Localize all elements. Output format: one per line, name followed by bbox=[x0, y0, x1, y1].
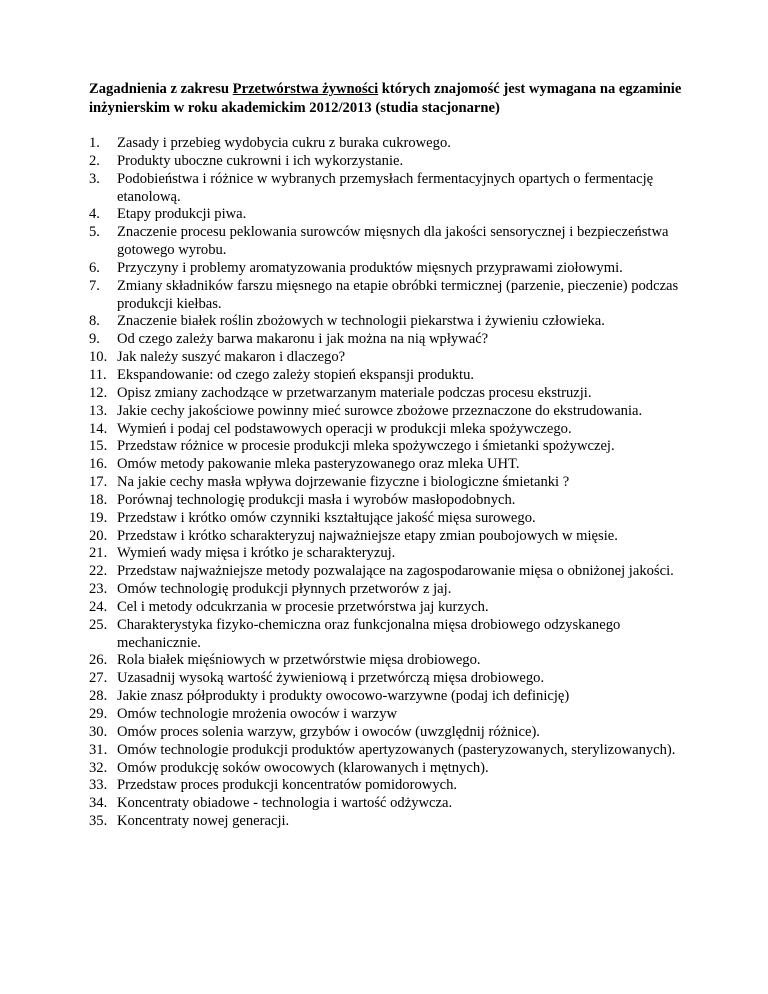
list-item-number: 10. bbox=[89, 349, 108, 366]
list-item-number: 33. bbox=[89, 777, 108, 794]
list-item-text: Podobieństwa i różnice w wybranych przemysłach fermentacyjnych opartych o fermentację etanolową. bbox=[117, 170, 654, 205]
list-item-number: 34. bbox=[89, 795, 108, 812]
list-item bbox=[89, 492, 699, 510]
heading-subject: Przetwórstwa żywności bbox=[232, 81, 379, 97]
list-item bbox=[89, 528, 699, 546]
list-item-text: Przedstaw proces produkcji koncentratów pomidorowych. bbox=[117, 777, 458, 794]
list-item bbox=[89, 474, 699, 492]
question-list bbox=[89, 135, 699, 831]
list-item-text: Omów metody pakowanie mleka pasteryzowanego oraz mleka UHT. bbox=[117, 456, 520, 473]
list-item bbox=[89, 563, 699, 581]
list-item-number: 20. bbox=[89, 527, 108, 544]
list-item bbox=[89, 385, 699, 403]
list-item-number: 32. bbox=[89, 759, 108, 776]
list-item bbox=[89, 224, 699, 260]
list-item-number: 28. bbox=[89, 688, 108, 705]
list-item-text: Rola białek mięśniowych w przetwórstwie mięsa drobiowego. bbox=[117, 652, 481, 669]
list-item-number: 26. bbox=[89, 652, 108, 669]
list-item-number: 3. bbox=[89, 170, 100, 187]
list-item-number: 5. bbox=[89, 224, 100, 241]
list-item-number: 17. bbox=[89, 474, 108, 491]
list-item-number: 2. bbox=[89, 152, 100, 169]
list-item bbox=[89, 421, 699, 439]
list-item-text: Od czego zależy barwa makaronu i jak można na nią wpływać? bbox=[117, 331, 489, 348]
list-item-number: 31. bbox=[89, 741, 108, 758]
list-item-text: Zasady i przebieg wydobycia cukru z buraka cukrowego. bbox=[117, 135, 451, 151]
list-item bbox=[89, 135, 699, 153]
list-item-number: 22. bbox=[89, 563, 108, 580]
list-item bbox=[89, 510, 699, 528]
list-item-text: Ekspandowanie: od czego zależy stopień ekspansji produktu. bbox=[117, 366, 475, 383]
list-item bbox=[89, 581, 699, 599]
document-heading bbox=[89, 80, 689, 118]
list-item bbox=[89, 813, 699, 831]
list-item-number: 4. bbox=[89, 206, 100, 223]
list-item-text: Opisz zmiany zachodzące w przetwarzanym materiale podczas procesu ekstruzji. bbox=[117, 384, 592, 401]
list-item-number: 35. bbox=[89, 813, 108, 830]
list-item-number: 21. bbox=[89, 545, 108, 562]
list-item bbox=[89, 278, 699, 314]
list-item-number: 11. bbox=[89, 366, 107, 383]
list-item bbox=[89, 153, 699, 171]
list-item-text: Jakie cechy jakościowe powinny mieć surowce zbożowe przeznaczone do ekstrudowania. bbox=[117, 402, 643, 419]
list-item-number: 6. bbox=[89, 259, 100, 276]
list-item bbox=[89, 777, 699, 795]
list-item bbox=[89, 171, 699, 207]
list-item-text: Przedstaw i krótko omów czynniki kształtujące jakość mięsa surowego. bbox=[117, 509, 536, 526]
heading-prefix: Zagadnienia z zakresu bbox=[89, 81, 233, 97]
list-item-number: 1. bbox=[89, 135, 100, 151]
list-item bbox=[89, 706, 699, 724]
list-item-text: Uzasadnij wysoką wartość żywieniową i przetwórczą mięsa drobiowego. bbox=[117, 670, 545, 687]
list-item-number: 12. bbox=[89, 384, 108, 401]
list-item-text: Na jakie cechy masła wpływa dojrzewanie fizyczne i biologiczne śmietanki ? bbox=[117, 474, 570, 491]
list-item-text: Wymień wady mięsa i krótko je scharakteryzuj. bbox=[117, 545, 396, 562]
list-item-text: Zmiany składników farszu mięsnego na etapie obróbki termicznej (parzenie, pieczenie) podczas produkcji kiełbas. bbox=[117, 277, 679, 312]
list-item-text: Omów technologie produkcji produktów apertyzowanych (pasteryzowanych, sterylizowanych). bbox=[117, 741, 676, 758]
list-item bbox=[89, 545, 699, 563]
list-item-text: Jak należy suszyć makaron i dlaczego? bbox=[117, 349, 346, 366]
list-item-text: Omów technologie mrożenia owoców i warzyw bbox=[117, 706, 398, 722]
list-item bbox=[89, 367, 699, 385]
list-item bbox=[89, 599, 699, 617]
list-item-number: 7. bbox=[89, 277, 100, 294]
list-item-text: Koncentraty nowej generacji. bbox=[117, 813, 290, 830]
list-item bbox=[89, 438, 699, 456]
list-item bbox=[89, 688, 699, 706]
list-item bbox=[89, 403, 699, 421]
list-item-text: Przyczyny i problemy aromatyzowania produktów mięsnych przyprawami ziołowymi. bbox=[117, 259, 623, 276]
list-item-number: 13. bbox=[89, 402, 108, 419]
list-item-number: 9. bbox=[89, 331, 100, 348]
list-item bbox=[89, 617, 699, 653]
list-item bbox=[89, 760, 699, 778]
list-item-text: Omów proces solenia warzyw, grzybów i owoców (uwzględnij różnice). bbox=[117, 723, 540, 740]
list-item-text: Przedstaw i krótko scharakteryzuj najważniejsze etapy zmian poubojowych w mięsie. bbox=[117, 527, 618, 544]
list-item-number: 25. bbox=[89, 616, 108, 633]
list-item bbox=[89, 742, 699, 760]
heading-suffix: których znajomość jest wymagana na egzaminie inżynierskim w roku akademickim 2012/2013 (studia stacjonarne) bbox=[89, 81, 682, 116]
list-item-text: Przedstaw różnice w procesie produkcji mleka spożywczego i śmietanki spożywczej. bbox=[117, 438, 615, 455]
list-item bbox=[89, 349, 699, 367]
list-item-text: Omów technologię produkcji płynnych przetworów z jaj. bbox=[117, 581, 452, 598]
list-item-number: 23. bbox=[89, 581, 108, 598]
list-item-number: 29. bbox=[89, 706, 108, 722]
list-item-text: Charakterystyka fizyko-chemiczna oraz funkcjonalna mięsa drobiowego odzyskanego mechanicznie. bbox=[117, 616, 621, 651]
list-item bbox=[89, 652, 699, 670]
list-item-text: Porównaj technologię produkcji masła i wyrobów masłopodobnych. bbox=[117, 491, 516, 508]
list-item-number: 24. bbox=[89, 598, 108, 615]
list-item-number: 16. bbox=[89, 456, 108, 473]
list-item-number: 19. bbox=[89, 509, 108, 526]
list-item-text: Wymień i podaj cel podstawowych operacji w produkcji mleka spożywczego. bbox=[117, 420, 572, 437]
list-item-number: 8. bbox=[89, 313, 100, 330]
list-item-text: Etapy produkcji piwa. bbox=[117, 206, 247, 223]
list-item bbox=[89, 670, 699, 688]
list-item bbox=[89, 206, 699, 224]
list-item bbox=[89, 795, 699, 813]
list-item-text: Produkty uboczne cukrowni i ich wykorzystanie. bbox=[117, 152, 404, 169]
list-item-number: 30. bbox=[89, 723, 108, 740]
list-item-number: 14. bbox=[89, 420, 108, 437]
list-item bbox=[89, 724, 699, 742]
list-item bbox=[89, 260, 699, 278]
list-item bbox=[89, 331, 699, 349]
list-item-text: Koncentraty obiadowe - technologia i wartość odżywcza. bbox=[117, 795, 453, 812]
list-item bbox=[89, 313, 699, 331]
list-item-text: Jakie znasz półprodukty i produkty owocowo-warzywne (podaj ich definicję) bbox=[117, 688, 570, 705]
list-item-text: Omów produkcję soków owocowych (klarowanych i mętnych). bbox=[117, 759, 489, 776]
list-item-number: 18. bbox=[89, 491, 108, 508]
list-item-number: 15. bbox=[89, 438, 108, 455]
list-item-text: Znaczenie procesu peklowania surowców mięsnych dla jakości sensorycznej i bezpieczeństwa gotowego wyrobu. bbox=[117, 224, 669, 259]
list-item-number: 27. bbox=[89, 670, 108, 687]
list-item-text: Cel i metody odcukrzania w procesie przetwórstwa jaj kurzych. bbox=[117, 598, 489, 615]
list-item-text: Przedstaw najważniejsze metody pozwalające na zagospodarowanie mięsa o obniżonej jakości. bbox=[117, 563, 674, 580]
list-item bbox=[89, 456, 699, 474]
list-item-text: Znaczenie białek roślin zbożowych w technologii piekarstwa i żywieniu człowieka. bbox=[117, 313, 605, 330]
